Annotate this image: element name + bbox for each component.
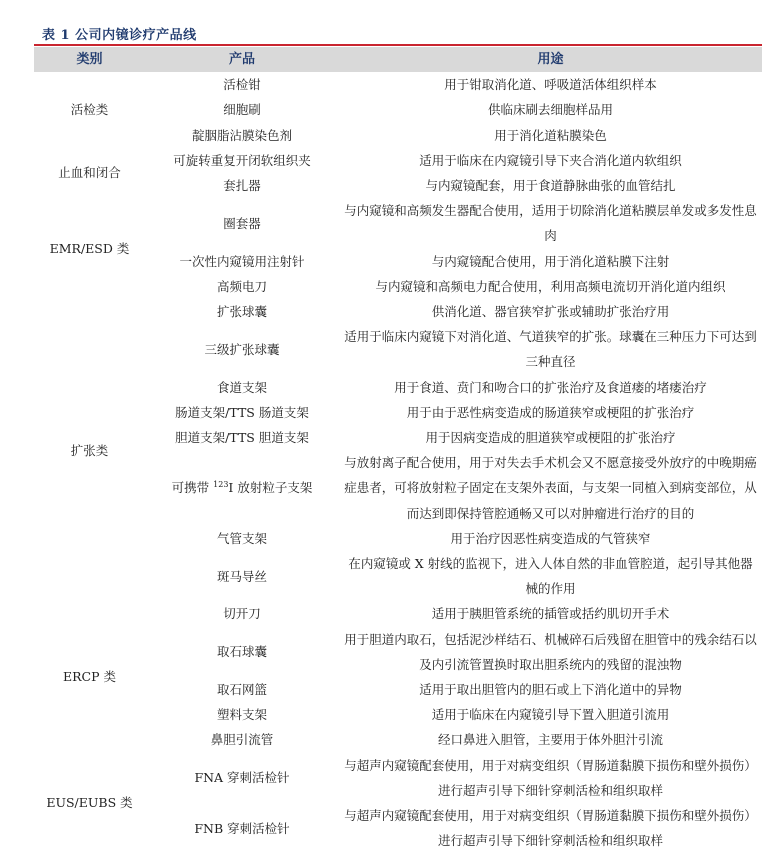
category-cell: EUS/EUBS 类 (46, 795, 133, 811)
product-cell: FNA 穿刺活检针 (194, 770, 290, 786)
caption-divider (34, 44, 762, 46)
product-cell: 鼻胆引流管 (210, 732, 274, 748)
use-cell: 与内窥镜和高频发生器配合使用，适用于切除消化道粘膜层单发或多发性息肉 (344, 203, 757, 244)
product-cell: 肠道支架/TTS 肠道支架 (175, 404, 309, 420)
category-cell: 扩张类 (70, 442, 109, 458)
product-cell: 靛胭脂沾膜染色剂 (191, 127, 292, 143)
product-line-table (34, 47, 762, 854)
product-cell: 三级扩张球囊 (204, 341, 280, 357)
header-use: 用途 (339, 47, 762, 72)
use-cell: 与内窥镜配合使用，用于消化道粘膜下注射 (431, 253, 670, 269)
category-cell: EMR/ESD 类 (49, 241, 130, 257)
category-cell: 止血和闭合 (58, 165, 121, 181)
product-cell: 可旋转重复开闭软组织夹 (173, 152, 311, 168)
use-cell: 在内窥镜或 X 射线的监视下，进入人体自然的非血管腔道，起引导其他器械的作用 (348, 556, 753, 597)
product-cell: 圈套器 (223, 215, 261, 231)
product-suffix: I 放射粒子支架 (228, 480, 313, 496)
use-cell: 与内窥镜配套，用于食道静脉曲张的血管结扎 (425, 178, 676, 194)
use-cell: 适用于临床在内窥镜引导下置入胆道引流用 (431, 707, 670, 723)
use-cell: 用于食道、贲门和吻合口的扩张治疗及食道瘘的堵瘘治疗 (394, 379, 707, 395)
use-cell: 用于胆道内取石，包括泥沙样结石、机械碎石后残留在胆管中的残余结石以及内引流管置换时取出胆系统内的残留的混浊物 (344, 631, 757, 672)
use-cell: 用于消化道粘膜染色 (494, 127, 607, 143)
use-cell: 适用于取出胆管内的胆石或上下消化道中的异物 (419, 682, 682, 698)
product-cell: 套扎器 (223, 178, 261, 194)
use-cell: 与内窥镜和高频电力配合使用，利用高频电流切开消化道内组织 (375, 278, 726, 294)
use-cell: 经口鼻进入胆管，主要用于体外胆汁引流 (437, 732, 663, 748)
product-cell: 高频电刀 (216, 278, 267, 294)
use-cell: 适用于胰胆管系统的插管或括约肌切开手术 (431, 606, 670, 622)
use-cell: 用于由于恶性病变造成的肠道狭窄或梗阻的扩张治疗 (406, 404, 695, 420)
use-cell: 供消化道、器官狭窄扩张或辅助扩张治疗用 (431, 304, 670, 320)
category-cell: ERCP 类 (63, 669, 116, 685)
product-cell: 气管支架 (216, 530, 267, 546)
product-cell: 塑料支架 (216, 707, 267, 723)
use-cell: 用于治疗因恶性病变造成的气管狭窄 (450, 530, 651, 546)
table-caption: 表 1 公司内镜诊疗产品线 (42, 28, 197, 43)
table-row (34, 299, 762, 324)
use-cell: 与超声内窥镜配套使用，用于对病变组织（胃肠道黏膜下损伤和壁外损伤）进行超声引导下细针穿刺活检和组织取样 (344, 808, 757, 849)
product-cell: 一次性内窥镜用注射针 (179, 253, 305, 269)
table-row (34, 753, 762, 803)
product-cell (145, 450, 339, 526)
use-cell: 用于钳取消化道、呼吸道活体组织样本 (444, 77, 657, 93)
product-cell: 活检钳 (223, 77, 261, 93)
product-cell: 取石球囊 (216, 644, 267, 660)
use-cell: 供临床刷去细胞样品用 (487, 102, 613, 118)
use-cell: 适用于临床内窥镜下对消化道、气道狭窄的扩张。球囊在三种压力下可达到三种直径 (344, 329, 757, 370)
use-cell: 与放射离子配合使用，用于对失去手术机会又不愿意接受外放疗的中晚期癌症患者，可将放射粒子固定在支架外表面，与支架一同植入到病变部位，从而达到即保持管腔通畅又可以对肿瘤进行治疗的目的 (344, 455, 757, 521)
table-header-row (34, 47, 762, 72)
product-cell: 取石网篮 (216, 682, 267, 698)
use-cell: 用于因病变造成的胆道狭窄或梗阻的扩张治疗 (425, 430, 676, 446)
product-cell: 扩张球囊 (216, 304, 267, 320)
product-cell: FNB 穿刺活检针 (194, 820, 290, 836)
product-prefix: 可携带 (171, 480, 214, 496)
header-product: 产品 (145, 47, 339, 72)
table-row (34, 148, 762, 173)
use-cell: 适用于临床在内窥镜引导下夹合消化道内软组织 (419, 152, 682, 168)
category-cell: 活检类 (70, 102, 109, 118)
product-cell: 胆道支架/TTS 胆道支架 (175, 430, 309, 446)
product-cell: 切开刀 (223, 606, 261, 622)
product-cell: 斑马导丝 (216, 568, 267, 584)
table-row (34, 72, 762, 97)
use-cell: 与超声内窥镜配套使用，用于对病变组织（胃肠道黏膜下损伤和壁外损伤）进行超声引导下细针穿刺活检和组织取样 (344, 757, 757, 798)
table-row (34, 601, 762, 626)
header-category: 类别 (34, 47, 145, 72)
product-cell: 食道支架 (216, 379, 267, 395)
table-row (34, 198, 762, 248)
isotope-number: 123 (213, 480, 229, 490)
product-cell: 细胞刷 (223, 102, 261, 118)
